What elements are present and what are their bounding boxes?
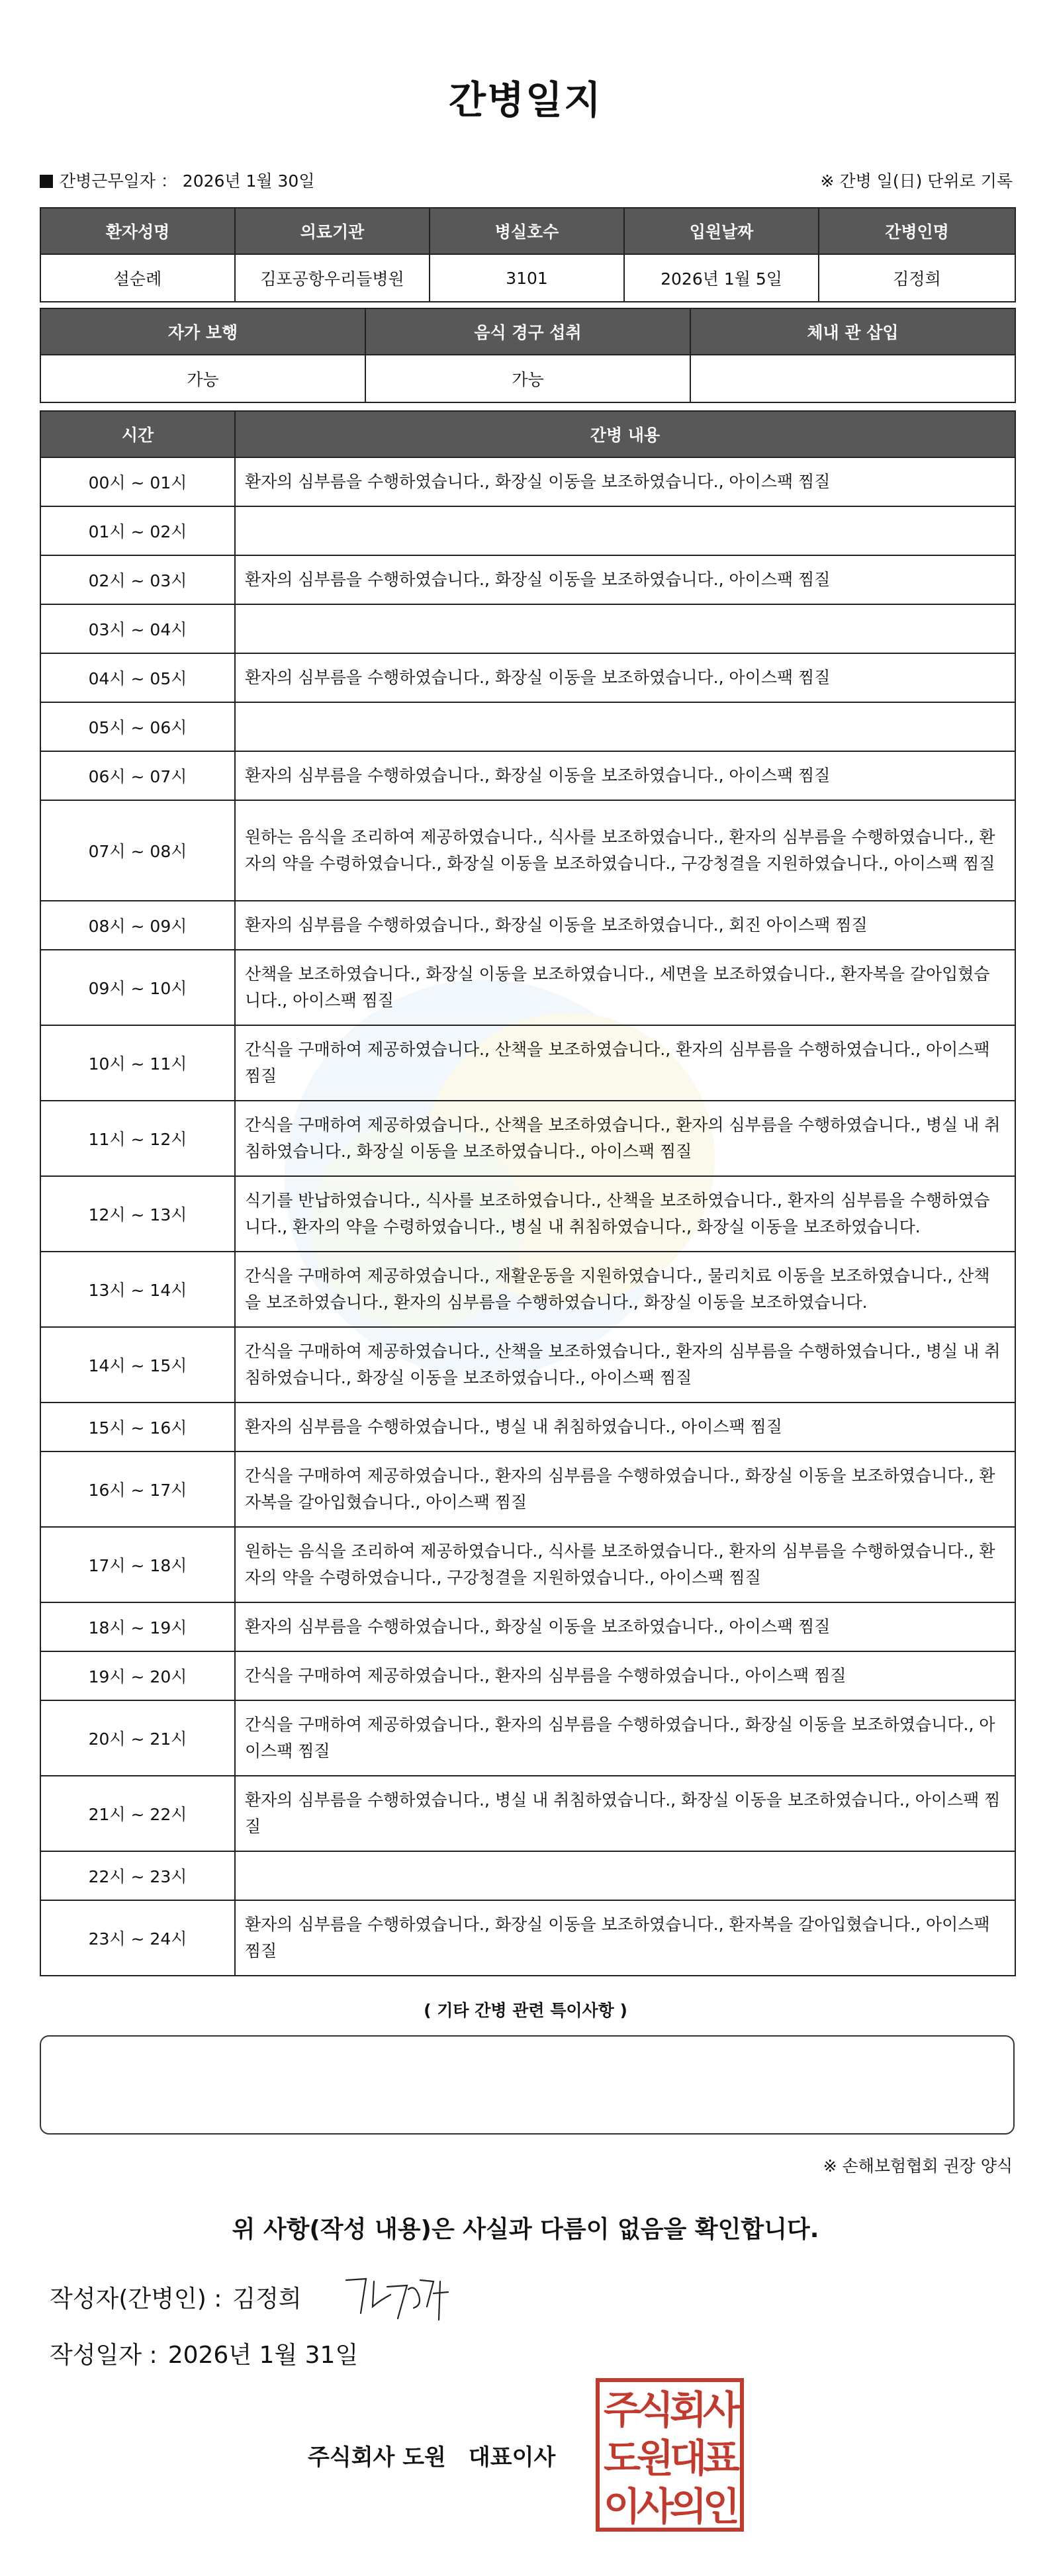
care-log-row xyxy=(40,1776,1015,1851)
care-log-time: 11시 ~ 12시 xyxy=(40,1101,235,1176)
care-log-row xyxy=(40,901,1015,950)
care-log-row xyxy=(40,1651,1015,1700)
care-log-time: 12시 ~ 13시 xyxy=(40,1176,235,1252)
care-log-row xyxy=(40,1176,1015,1252)
care-log-time: 17시 ~ 18시 xyxy=(40,1527,235,1602)
care-log-content xyxy=(235,702,1015,751)
company-seal-stamp xyxy=(596,2378,744,2532)
oral-intake-value: 가능 xyxy=(365,355,690,402)
care-log-content: 원하는 음식을 조리하여 제공하였습니다., 식사를 보조하였습니다., 환자의 심부름을 수행하였습니다., 환자의 약을 수령하였습니다., 화장실 이동을 보조하였습니다., 구강청결을 지원하였습니다., 아이스팩 찜질 xyxy=(235,800,1015,901)
care-log-time: 04시 ~ 05시 xyxy=(40,653,235,702)
care-log-time: 08시 ~ 09시 xyxy=(40,901,235,950)
confirmation-statement: 위 사항(작성 내용)은 사실과 다름이 없음을 확인합니다. xyxy=(232,2216,819,2243)
care-log-row xyxy=(40,751,1015,800)
care-log-time: 05시 ~ 06시 xyxy=(40,702,235,751)
care-log-row xyxy=(40,555,1015,604)
care-log-row xyxy=(40,1101,1015,1176)
care-log-content: 환자의 심부름을 수행하였습니다., 병실 내 취침하였습니다., 아이스팩 찜질 xyxy=(235,1403,1015,1451)
care-log-time: 03시 ~ 04시 xyxy=(40,604,235,653)
header-patient-name: 환자성명 xyxy=(40,208,235,254)
care-log-content: 산책을 보조하였습니다., 화장실 이동을 보조하였습니다., 세면을 보조하였습니다., 환자복을 갈아입혔습니다., 아이스팩 찜질 xyxy=(235,950,1015,1025)
header-tube-insertion: 체내 관 삽입 xyxy=(690,308,1015,355)
care-log-row xyxy=(40,1851,1015,1900)
unit-note: ※ 간병 일(日) 단위로 기록 xyxy=(820,171,1013,191)
room-number: 3101 xyxy=(430,254,624,302)
care-log-content: 간식을 구매하여 제공하였습니다., 환자의 심부름을 수행하였습니다., 아이스팩 찜질 xyxy=(235,1651,1015,1700)
care-log-time: 13시 ~ 14시 xyxy=(40,1252,235,1327)
care-log-content: 간식을 구매하여 제공하였습니다., 산책을 보조하였습니다., 환자의 심부름을 수행하였습니다., 병실 내 취침하였습니다., 화장실 이동을 보조하였습니다., 아이스팩 찜질 xyxy=(235,1327,1015,1403)
care-log-content: 간식을 구매하여 제공하였습니다., 산책을 보조하였습니다., 환자의 심부름을 수행하였습니다., 병실 내 취침하였습니다., 화장실 이동을 보조하였습니다., 아이스팩 찜질 xyxy=(235,1101,1015,1176)
care-log-row xyxy=(40,1025,1015,1101)
care-log-content: 식기를 반납하였습니다., 식사를 보조하였습니다., 산책을 보조하였습니다., 환자의 심부름을 수행하였습니다., 환자의 약을 수령하였습니다., 병실 내 취침하였습니다., 화장실 이동을 보조하였습니다. xyxy=(235,1176,1015,1252)
care-log-content: 환자의 심부름을 수행하였습니다., 화장실 이동을 보조하였습니다., 아이스팩 찜질 xyxy=(235,1602,1015,1651)
care-log-row xyxy=(40,1327,1015,1403)
writer-line xyxy=(50,2280,302,2314)
written-date-line xyxy=(50,2336,358,2370)
care-log-time: 23시 ~ 24시 xyxy=(40,1900,235,1976)
seal-row: 도원대표 xyxy=(603,2435,737,2481)
care-log-content: 환자의 심부름을 수행하였습니다., 화장실 이동을 보조하였습니다., 아이스팩 찜질 xyxy=(235,457,1015,506)
care-log-time: 09시 ~ 10시 xyxy=(40,950,235,1025)
header-hospital: 의료기관 xyxy=(235,208,430,254)
work-date-label: 간병근무일자 ： 2026년 1월 30일 xyxy=(60,171,315,191)
company-name: 주식회사 도원 xyxy=(308,2444,446,2471)
written-date-label: 작성일자 : xyxy=(50,2342,158,2369)
care-log-content: 환자의 심부름을 수행하였습니다., 화장실 이동을 보조하였습니다., 환자복을 갈아입혔습니다., 아이스팩 찜질 xyxy=(235,1900,1015,1976)
care-log-time: 02시 ~ 03시 xyxy=(40,555,235,604)
patient-status-table xyxy=(40,308,1016,403)
header-oral-intake: 음식 경구 섭취 xyxy=(365,308,690,355)
care-log-content: 환자의 심부름을 수행하였습니다., 병실 내 취침하였습니다., 화장실 이동을 보조하였습니다., 아이스팩 찜질 xyxy=(235,1776,1015,1851)
care-log-time: 07시 ~ 08시 xyxy=(40,800,235,901)
hospital-name: 김포공항우리들병원 xyxy=(235,254,430,302)
care-log-time: 20시 ~ 21시 xyxy=(40,1700,235,1776)
care-log-time: 22시 ~ 23시 xyxy=(40,1851,235,1900)
tube-insertion-value xyxy=(690,355,1015,402)
writer-name: 김정희 xyxy=(232,2285,302,2313)
care-log-content: 간식을 구매하여 제공하였습니다., 환자의 심부름을 수행하였습니다., 화장실 이동을 보조하였습니다., 아이스팩 찜질 xyxy=(235,1700,1015,1776)
square-bullet-icon xyxy=(40,175,53,188)
care-log-time: 21시 ~ 22시 xyxy=(40,1776,235,1851)
form-note: ※ 손해보험협회 권장 양식 xyxy=(823,2156,1013,2176)
admission-date: 2026년 1월 5일 xyxy=(624,254,819,302)
care-log-time: 15시 ~ 16시 xyxy=(40,1403,235,1451)
care-log-content: 원하는 음식을 조리하여 제공하였습니다., 식사를 보조하였습니다., 환자의 심부름을 수행하였습니다., 환자의 약을 수령하였습니다., 구강청결을 지원하였습니다., 아이스팩 찜질 xyxy=(235,1527,1015,1602)
document-title: 간병일지 xyxy=(448,77,603,122)
self-walking-value: 가능 xyxy=(40,355,365,402)
written-date-value: 2026년 1월 31일 xyxy=(167,2342,359,2369)
care-log-row xyxy=(40,800,1015,901)
header-time: 시간 xyxy=(40,411,235,457)
care-log-content: 환자의 심부름을 수행하였습니다., 화장실 이동을 보조하였습니다., 회진 아이스팩 찜질 xyxy=(235,901,1015,950)
care-log-content: 환자의 심부름을 수행하였습니다., 화장실 이동을 보조하였습니다., 아이스팩 찜질 xyxy=(235,751,1015,800)
handwritten-signature xyxy=(334,2267,460,2330)
care-log-row xyxy=(40,1900,1015,1976)
company-role: 대표이사 xyxy=(468,2444,556,2471)
care-log-time: 18시 ~ 19시 xyxy=(40,1602,235,1651)
care-log-content xyxy=(235,506,1015,555)
care-log-row xyxy=(40,506,1015,555)
care-log-time: 19시 ~ 20시 xyxy=(40,1651,235,1700)
care-log-row xyxy=(40,1527,1015,1602)
care-log-content: 간식을 구매하여 제공하였습니다., 재활운동을 지원하였습니다., 물리치료 이동을 보조하였습니다., 산책을 보조하였습니다., 환자의 심부름을 수행하였습니다., 화장실 이동을 보조하였습니다. xyxy=(235,1252,1015,1327)
care-log-table xyxy=(40,410,1016,1976)
care-log-body xyxy=(40,457,1015,1976)
care-log-time: 10시 ~ 11시 xyxy=(40,1025,235,1101)
work-date xyxy=(40,168,314,192)
care-log-content: 간식을 구매하여 제공하였습니다., 산책을 보조하였습니다., 환자의 심부름을 수행하였습니다., 아이스팩 찜질 xyxy=(235,1025,1015,1101)
header-caregiver-name: 간병인명 xyxy=(819,208,1015,254)
care-log-row xyxy=(40,702,1015,751)
patient-info-table xyxy=(40,207,1016,302)
notes-title: ( 기타 간병 관련 특이사항 ) xyxy=(424,2001,627,2020)
care-log-row xyxy=(40,457,1015,506)
care-log-time: 06시 ~ 07시 xyxy=(40,751,235,800)
care-log-row xyxy=(40,1602,1015,1651)
care-log-row xyxy=(40,1403,1015,1451)
care-log-row xyxy=(40,653,1015,702)
care-log-row xyxy=(40,950,1015,1025)
care-log-time: 01시 ~ 02시 xyxy=(40,506,235,555)
care-log-content xyxy=(235,604,1015,653)
care-log-content xyxy=(235,1851,1015,1900)
company-line xyxy=(308,2439,555,2471)
writer-label: 작성자(간병인) : xyxy=(50,2285,222,2313)
care-log-content: 환자의 심부름을 수행하였습니다., 화장실 이동을 보조하였습니다., 아이스팩 찜질 xyxy=(235,653,1015,702)
care-log-row xyxy=(40,1252,1015,1327)
care-log-time: 00시 ~ 01시 xyxy=(40,457,235,506)
care-log-row xyxy=(40,1700,1015,1776)
header-self-walking: 자가 보행 xyxy=(40,308,365,355)
header-care-content: 간병 내용 xyxy=(235,411,1015,457)
care-log-content: 환자의 심부름을 수행하였습니다., 화장실 이동을 보조하였습니다., 아이스팩 찜질 xyxy=(235,555,1015,604)
care-log-row xyxy=(40,604,1015,653)
header-admission-date: 입원날짜 xyxy=(624,208,819,254)
care-log-content: 간식을 구매하여 제공하였습니다., 환자의 심부름을 수행하였습니다., 화장실 이동을 보조하였습니다., 환자복을 갈아입혔습니다., 아이스팩 찜질 xyxy=(235,1451,1015,1527)
patient-name: 설순례 xyxy=(40,254,235,302)
care-log-time: 14시 ~ 15시 xyxy=(40,1327,235,1403)
header-room-number: 병실호수 xyxy=(430,208,624,254)
seal-row: 주식회사 xyxy=(603,2387,737,2432)
notes-box xyxy=(40,2035,1015,2135)
caregiver-name: 김정희 xyxy=(819,254,1015,302)
care-log-time: 16시 ~ 17시 xyxy=(40,1451,235,1527)
seal-row: 이사의인 xyxy=(603,2483,737,2529)
care-log-row xyxy=(40,1451,1015,1527)
